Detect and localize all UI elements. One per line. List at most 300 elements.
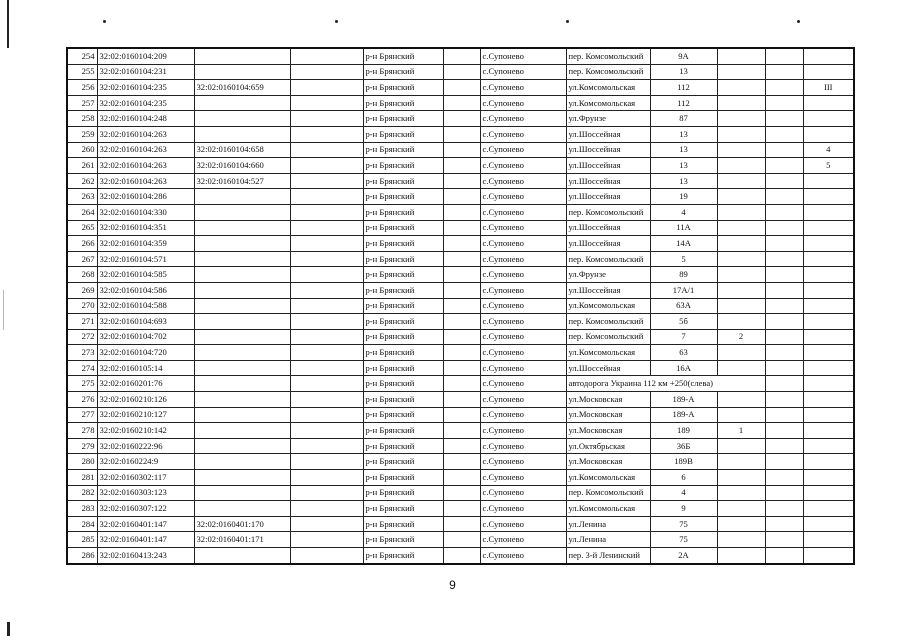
empty-cell bbox=[290, 142, 363, 158]
cadastral-number: 32:02:0160401:147 bbox=[97, 516, 194, 532]
empty-cell bbox=[443, 282, 480, 298]
district-cell: р-н Брянский bbox=[363, 314, 443, 330]
empty-cell bbox=[765, 158, 803, 174]
extra-cell-2 bbox=[803, 516, 854, 532]
house-cell: 112 bbox=[650, 95, 717, 111]
cadastral-number: 32:02:0160104:702 bbox=[97, 329, 194, 345]
settlement-cell: с.Супонево bbox=[480, 438, 566, 454]
empty-cell bbox=[765, 64, 803, 80]
row-number: 283 bbox=[67, 501, 97, 517]
cadastral-number: 32:02:0160307:122 bbox=[97, 501, 194, 517]
cadastral-number-2 bbox=[194, 267, 290, 283]
table-row bbox=[67, 282, 854, 298]
table-row bbox=[67, 126, 854, 142]
district-cell: р-н Брянский bbox=[363, 142, 443, 158]
district-cell: р-н Брянский bbox=[363, 111, 443, 127]
empty-cell bbox=[765, 142, 803, 158]
extra-cell-2 bbox=[803, 95, 854, 111]
cadastral-number: 32:02:0160104:359 bbox=[97, 236, 194, 252]
cadastral-number-2 bbox=[194, 189, 290, 205]
extra-cell-2 bbox=[803, 267, 854, 283]
house-cell: 11А bbox=[650, 220, 717, 236]
cadastral-number-2 bbox=[194, 423, 290, 439]
house-cell: 63 bbox=[650, 345, 717, 361]
cadastral-number-2 bbox=[194, 282, 290, 298]
extra-cell-1 bbox=[717, 407, 765, 423]
empty-cell bbox=[443, 220, 480, 236]
table-row bbox=[67, 189, 854, 205]
street-cell: пер. Комсомольский bbox=[566, 64, 650, 80]
empty-cell bbox=[765, 329, 803, 345]
extra-cell-2 bbox=[803, 376, 854, 392]
empty-cell bbox=[290, 236, 363, 252]
row-number: 273 bbox=[67, 345, 97, 361]
extra-cell-1 bbox=[717, 501, 765, 517]
settlement-cell: с.Супонево bbox=[480, 204, 566, 220]
cadastral-number: 32:02:0160104:209 bbox=[97, 48, 194, 64]
table-row bbox=[67, 48, 854, 64]
settlement-cell: с.Супонево bbox=[480, 64, 566, 80]
district-cell: р-н Брянский bbox=[363, 345, 443, 361]
cadastral-number: 32:02:0160104:263 bbox=[97, 126, 194, 142]
empty-cell bbox=[290, 111, 363, 127]
street-cell: ул.Шоссейная bbox=[566, 158, 650, 174]
cadastral-number: 32:02:0160104:720 bbox=[97, 345, 194, 361]
empty-cell bbox=[290, 532, 363, 548]
cadastral-number: 32:02:0160104:588 bbox=[97, 298, 194, 314]
settlement-cell: с.Супонево bbox=[480, 423, 566, 439]
cadastral-number-2 bbox=[194, 204, 290, 220]
house-cell: 19 bbox=[650, 189, 717, 205]
table-row bbox=[67, 236, 854, 252]
scan-dot bbox=[335, 20, 338, 23]
empty-cell bbox=[765, 236, 803, 252]
cadastral-number-2 bbox=[194, 501, 290, 517]
empty-cell bbox=[443, 485, 480, 501]
extra-cell-2 bbox=[803, 314, 854, 330]
street-cell: ул.Комсомольская bbox=[566, 298, 650, 314]
row-number: 272 bbox=[67, 329, 97, 345]
empty-cell bbox=[443, 516, 480, 532]
cadastral-number: 32:02:0160210:127 bbox=[97, 407, 194, 423]
table-row bbox=[67, 423, 854, 439]
empty-cell bbox=[765, 423, 803, 439]
street-cell: пер. 3-й Ленинский bbox=[566, 548, 650, 564]
empty-cell bbox=[290, 173, 363, 189]
settlement-cell: с.Супонево bbox=[480, 360, 566, 376]
extra-cell-1 bbox=[717, 220, 765, 236]
street-cell: пер. Комсомольский bbox=[566, 329, 650, 345]
table-row bbox=[67, 158, 854, 174]
cadastral-number-2: 32:02:0160401:170 bbox=[194, 516, 290, 532]
table-row bbox=[67, 360, 854, 376]
settlement-cell: с.Супонево bbox=[480, 173, 566, 189]
district-cell: р-н Брянский bbox=[363, 251, 443, 267]
street-cell: ул.Московская bbox=[566, 423, 650, 439]
table-row bbox=[67, 64, 854, 80]
empty-cell bbox=[290, 48, 363, 64]
empty-cell bbox=[443, 204, 480, 220]
extra-cell-2 bbox=[803, 298, 854, 314]
district-cell: р-н Брянский bbox=[363, 158, 443, 174]
extra-cell-1 bbox=[717, 267, 765, 283]
extra-cell-2 bbox=[803, 251, 854, 267]
empty-cell bbox=[765, 501, 803, 517]
extra-cell-2 bbox=[803, 236, 854, 252]
row-number: 284 bbox=[67, 516, 97, 532]
cadastral-number: 32:02:0160104:235 bbox=[97, 80, 194, 96]
empty-cell bbox=[443, 345, 480, 361]
settlement-cell: с.Супонево bbox=[480, 548, 566, 564]
settlement-cell: с.Супонево bbox=[480, 454, 566, 470]
extra-cell-1 bbox=[717, 516, 765, 532]
extra-cell-1 bbox=[717, 48, 765, 64]
district-cell: р-н Брянский bbox=[363, 548, 443, 564]
extra-cell-2 bbox=[803, 111, 854, 127]
empty-cell bbox=[290, 220, 363, 236]
house-cell: 13 bbox=[650, 173, 717, 189]
house-cell: 16А bbox=[650, 360, 717, 376]
empty-cell bbox=[765, 470, 803, 486]
cadastral-number-2 bbox=[194, 470, 290, 486]
extra-cell-2 bbox=[803, 173, 854, 189]
empty-cell bbox=[443, 438, 480, 454]
district-cell: р-н Брянский bbox=[363, 485, 443, 501]
settlement-cell: с.Супонево bbox=[480, 314, 566, 330]
extra-cell-1: 1 bbox=[717, 423, 765, 439]
street-cell: ул.Комсомольская bbox=[566, 80, 650, 96]
table-row bbox=[67, 251, 854, 267]
empty-cell bbox=[443, 470, 480, 486]
extra-cell-1 bbox=[717, 204, 765, 220]
cadastral-number: 32:02:0160104:351 bbox=[97, 220, 194, 236]
empty-cell bbox=[443, 95, 480, 111]
settlement-cell: с.Супонево bbox=[480, 298, 566, 314]
extra-cell-2 bbox=[803, 126, 854, 142]
scan-dot bbox=[566, 20, 569, 23]
house-cell: 2А bbox=[650, 548, 717, 564]
district-cell: р-н Брянский bbox=[363, 220, 443, 236]
empty-cell bbox=[765, 204, 803, 220]
street-cell: ул.Московская bbox=[566, 392, 650, 408]
extra-cell-1 bbox=[717, 173, 765, 189]
empty-cell bbox=[443, 64, 480, 80]
scan-artifact bbox=[3, 290, 4, 330]
extra-cell-2 bbox=[803, 454, 854, 470]
district-cell: р-н Брянский bbox=[363, 80, 443, 96]
cadastral-number: 32:02:0160104:235 bbox=[97, 95, 194, 111]
extra-cell-1 bbox=[717, 548, 765, 564]
empty-cell bbox=[290, 407, 363, 423]
empty-cell bbox=[290, 392, 363, 408]
row-number: 277 bbox=[67, 407, 97, 423]
extra-cell-2 bbox=[803, 345, 854, 361]
empty-cell bbox=[765, 173, 803, 189]
district-cell: р-н Брянский bbox=[363, 470, 443, 486]
row-number: 276 bbox=[67, 392, 97, 408]
settlement-cell: с.Супонево bbox=[480, 126, 566, 142]
cadastral-number: 32:02:0160104:585 bbox=[97, 267, 194, 283]
empty-cell bbox=[765, 80, 803, 96]
empty-cell bbox=[290, 204, 363, 220]
house-cell: 4 bbox=[650, 485, 717, 501]
extra-cell-1 bbox=[717, 454, 765, 470]
table-row bbox=[67, 407, 854, 423]
table-row bbox=[67, 267, 854, 283]
district-cell: р-н Брянский bbox=[363, 438, 443, 454]
empty-cell bbox=[290, 189, 363, 205]
settlement-cell: с.Супонево bbox=[480, 267, 566, 283]
settlement-cell: с.Супонево bbox=[480, 48, 566, 64]
empty-cell bbox=[443, 423, 480, 439]
district-cell: р-н Брянский bbox=[363, 267, 443, 283]
district-cell: р-н Брянский bbox=[363, 173, 443, 189]
extra-cell-1 bbox=[717, 345, 765, 361]
extra-cell-1 bbox=[717, 438, 765, 454]
empty-cell bbox=[765, 282, 803, 298]
table-row bbox=[67, 314, 854, 330]
district-cell: р-н Брянский bbox=[363, 189, 443, 205]
extra-cell-2 bbox=[803, 48, 854, 64]
cadastral-number: 32:02:0160104:571 bbox=[97, 251, 194, 267]
table-row bbox=[67, 345, 854, 361]
row-number: 265 bbox=[67, 220, 97, 236]
street-cell: ул.Шоссейная bbox=[566, 360, 650, 376]
cadastral-number: 32:02:0160104:263 bbox=[97, 173, 194, 189]
page-number: 9 bbox=[449, 578, 456, 592]
settlement-cell: с.Супонево bbox=[480, 142, 566, 158]
row-number: 271 bbox=[67, 314, 97, 330]
cadastral-number-2 bbox=[194, 376, 290, 392]
table-row bbox=[67, 501, 854, 517]
row-number: 259 bbox=[67, 126, 97, 142]
empty-cell bbox=[290, 251, 363, 267]
empty-cell bbox=[443, 501, 480, 517]
table-row bbox=[67, 376, 854, 392]
house-cell: 63А bbox=[650, 298, 717, 314]
extra-cell-1 bbox=[717, 532, 765, 548]
table-row bbox=[67, 142, 854, 158]
house-cell: 7 bbox=[650, 329, 717, 345]
row-number: 286 bbox=[67, 548, 97, 564]
empty-cell bbox=[290, 360, 363, 376]
district-cell: р-н Брянский bbox=[363, 532, 443, 548]
extra-cell-1 bbox=[717, 142, 765, 158]
empty-cell bbox=[443, 329, 480, 345]
row-number: 261 bbox=[67, 158, 97, 174]
cadastral-number-2 bbox=[194, 329, 290, 345]
district-cell: р-н Брянский bbox=[363, 360, 443, 376]
cadastral-number-2 bbox=[194, 345, 290, 361]
table-row bbox=[67, 173, 854, 189]
settlement-cell: с.Супонево bbox=[480, 485, 566, 501]
street-cell: пер. Комсомольский bbox=[566, 48, 650, 64]
empty-cell bbox=[290, 438, 363, 454]
cadastral-number: 32:02:0160210:126 bbox=[97, 392, 194, 408]
district-cell: р-н Брянский bbox=[363, 423, 443, 439]
house-cell: 9 bbox=[650, 501, 717, 517]
row-number: 257 bbox=[67, 95, 97, 111]
settlement-cell: с.Супонево bbox=[480, 470, 566, 486]
extra-cell-1 bbox=[717, 282, 765, 298]
row-number: 260 bbox=[67, 142, 97, 158]
table-row bbox=[67, 298, 854, 314]
empty-cell bbox=[443, 360, 480, 376]
row-number: 274 bbox=[67, 360, 97, 376]
table-row bbox=[67, 485, 854, 501]
house-cell: 4 bbox=[650, 204, 717, 220]
cadastral-number: 32:02:0160210:142 bbox=[97, 423, 194, 439]
extra-cell-1 bbox=[717, 189, 765, 205]
street-cell: ул.Шоссейная bbox=[566, 220, 650, 236]
empty-cell bbox=[290, 501, 363, 517]
extra-cell-1 bbox=[717, 158, 765, 174]
empty-cell bbox=[290, 158, 363, 174]
house-cell: 87 bbox=[650, 111, 717, 127]
house-cell: 189В bbox=[650, 454, 717, 470]
empty-cell bbox=[443, 189, 480, 205]
cadastral-number-2 bbox=[194, 392, 290, 408]
empty-cell bbox=[765, 251, 803, 267]
cadastral-number: 32:02:0160401:147 bbox=[97, 532, 194, 548]
cadastral-number: 32:02:0160104:586 bbox=[97, 282, 194, 298]
table-row bbox=[67, 95, 854, 111]
settlement-cell: с.Супонево bbox=[480, 220, 566, 236]
street-cell: ул.Шоссейная bbox=[566, 173, 650, 189]
row-number: 281 bbox=[67, 470, 97, 486]
table-row bbox=[67, 392, 854, 408]
table-row bbox=[67, 204, 854, 220]
district-cell: р-н Брянский bbox=[363, 454, 443, 470]
extra-cell-1 bbox=[717, 95, 765, 111]
district-cell: р-н Брянский bbox=[363, 516, 443, 532]
empty-cell bbox=[765, 126, 803, 142]
cadastral-number-2 bbox=[194, 298, 290, 314]
empty-cell bbox=[290, 376, 363, 392]
extra-cell-2 bbox=[803, 407, 854, 423]
street-cell: ул.Шоссейная bbox=[566, 282, 650, 298]
empty-cell bbox=[765, 360, 803, 376]
district-cell: р-н Брянский bbox=[363, 501, 443, 517]
house-cell: 13 bbox=[650, 64, 717, 80]
settlement-cell: с.Супонево bbox=[480, 236, 566, 252]
empty-cell bbox=[443, 407, 480, 423]
settlement-cell: с.Супонево bbox=[480, 407, 566, 423]
scan-dot bbox=[797, 20, 800, 23]
table-row bbox=[67, 329, 854, 345]
empty-cell bbox=[290, 470, 363, 486]
district-cell: р-н Брянский bbox=[363, 236, 443, 252]
house-cell: 75 bbox=[650, 516, 717, 532]
cadastral-number-2: 32:02:0160104:659 bbox=[194, 80, 290, 96]
extra-cell-1 bbox=[717, 111, 765, 127]
row-number: 266 bbox=[67, 236, 97, 252]
settlement-cell: с.Супонево bbox=[480, 95, 566, 111]
extra-cell-1 bbox=[717, 360, 765, 376]
house-cell: 189-А bbox=[650, 407, 717, 423]
district-cell: р-н Брянский bbox=[363, 298, 443, 314]
empty-cell bbox=[443, 236, 480, 252]
street-cell: ул.Ленина bbox=[566, 516, 650, 532]
cadastral-number: 32:02:0160104:248 bbox=[97, 111, 194, 127]
row-number: 268 bbox=[67, 267, 97, 283]
empty-cell bbox=[290, 345, 363, 361]
empty-cell bbox=[765, 548, 803, 564]
row-number: 278 bbox=[67, 423, 97, 439]
street-cell: ул.Московская bbox=[566, 407, 650, 423]
row-number: 279 bbox=[67, 438, 97, 454]
street-cell: ул.Московская bbox=[566, 454, 650, 470]
empty-cell bbox=[290, 267, 363, 283]
cadastral-number-2 bbox=[194, 48, 290, 64]
cadastral-number: 32:02:0160413:243 bbox=[97, 548, 194, 564]
settlement-cell: с.Супонево bbox=[480, 532, 566, 548]
empty-cell bbox=[765, 454, 803, 470]
extra-cell-2: III bbox=[803, 80, 854, 96]
settlement-cell: с.Супонево bbox=[480, 80, 566, 96]
extra-cell-2 bbox=[803, 360, 854, 376]
extra-cell-2 bbox=[803, 189, 854, 205]
row-number: 270 bbox=[67, 298, 97, 314]
extra-cell-1 bbox=[717, 298, 765, 314]
cadastral-number: 32:02:0160104:263 bbox=[97, 158, 194, 174]
extra-cell-2 bbox=[803, 329, 854, 345]
empty-cell bbox=[765, 267, 803, 283]
table-row bbox=[67, 438, 854, 454]
empty-cell bbox=[443, 267, 480, 283]
table-row bbox=[67, 454, 854, 470]
empty-cell bbox=[290, 314, 363, 330]
district-cell: р-н Брянский bbox=[363, 204, 443, 220]
empty-cell bbox=[290, 282, 363, 298]
extra-cell-1 bbox=[717, 314, 765, 330]
row-number: 275 bbox=[67, 376, 97, 392]
row-number: 280 bbox=[67, 454, 97, 470]
cadastral-number: 32:02:0160201:76 bbox=[97, 376, 194, 392]
table-row bbox=[67, 516, 854, 532]
extra-cell-2 bbox=[803, 220, 854, 236]
extra-cell-1 bbox=[717, 251, 765, 267]
cadastral-number-2 bbox=[194, 64, 290, 80]
row-number: 258 bbox=[67, 111, 97, 127]
cadastral-number-2 bbox=[194, 95, 290, 111]
street-cell: ул.Фрунзе bbox=[566, 111, 650, 127]
row-number: 254 bbox=[67, 48, 97, 64]
extra-cell-1 bbox=[717, 236, 765, 252]
street-cell: пер. Комсомольский bbox=[566, 204, 650, 220]
house-cell: 17А/1 bbox=[650, 282, 717, 298]
cadastral-number-2 bbox=[194, 314, 290, 330]
extra-cell-2 bbox=[803, 548, 854, 564]
extra-cell-1: 2 bbox=[717, 329, 765, 345]
district-cell: р-н Брянский bbox=[363, 407, 443, 423]
empty-cell bbox=[443, 142, 480, 158]
house-cell: 5б bbox=[650, 314, 717, 330]
district-cell: р-н Брянский bbox=[363, 282, 443, 298]
empty-cell bbox=[765, 392, 803, 408]
table-row bbox=[67, 220, 854, 236]
empty-cell bbox=[290, 423, 363, 439]
extra-cell-2 bbox=[803, 423, 854, 439]
settlement-cell: с.Супонево bbox=[480, 158, 566, 174]
extra-cell-2 bbox=[803, 532, 854, 548]
empty-cell bbox=[765, 111, 803, 127]
table-row bbox=[67, 548, 854, 564]
cadastral-number-2: 32:02:0160104:527 bbox=[194, 173, 290, 189]
row-number: 269 bbox=[67, 282, 97, 298]
extra-cell-2 bbox=[803, 501, 854, 517]
extra-cell-2: 5 bbox=[803, 158, 854, 174]
